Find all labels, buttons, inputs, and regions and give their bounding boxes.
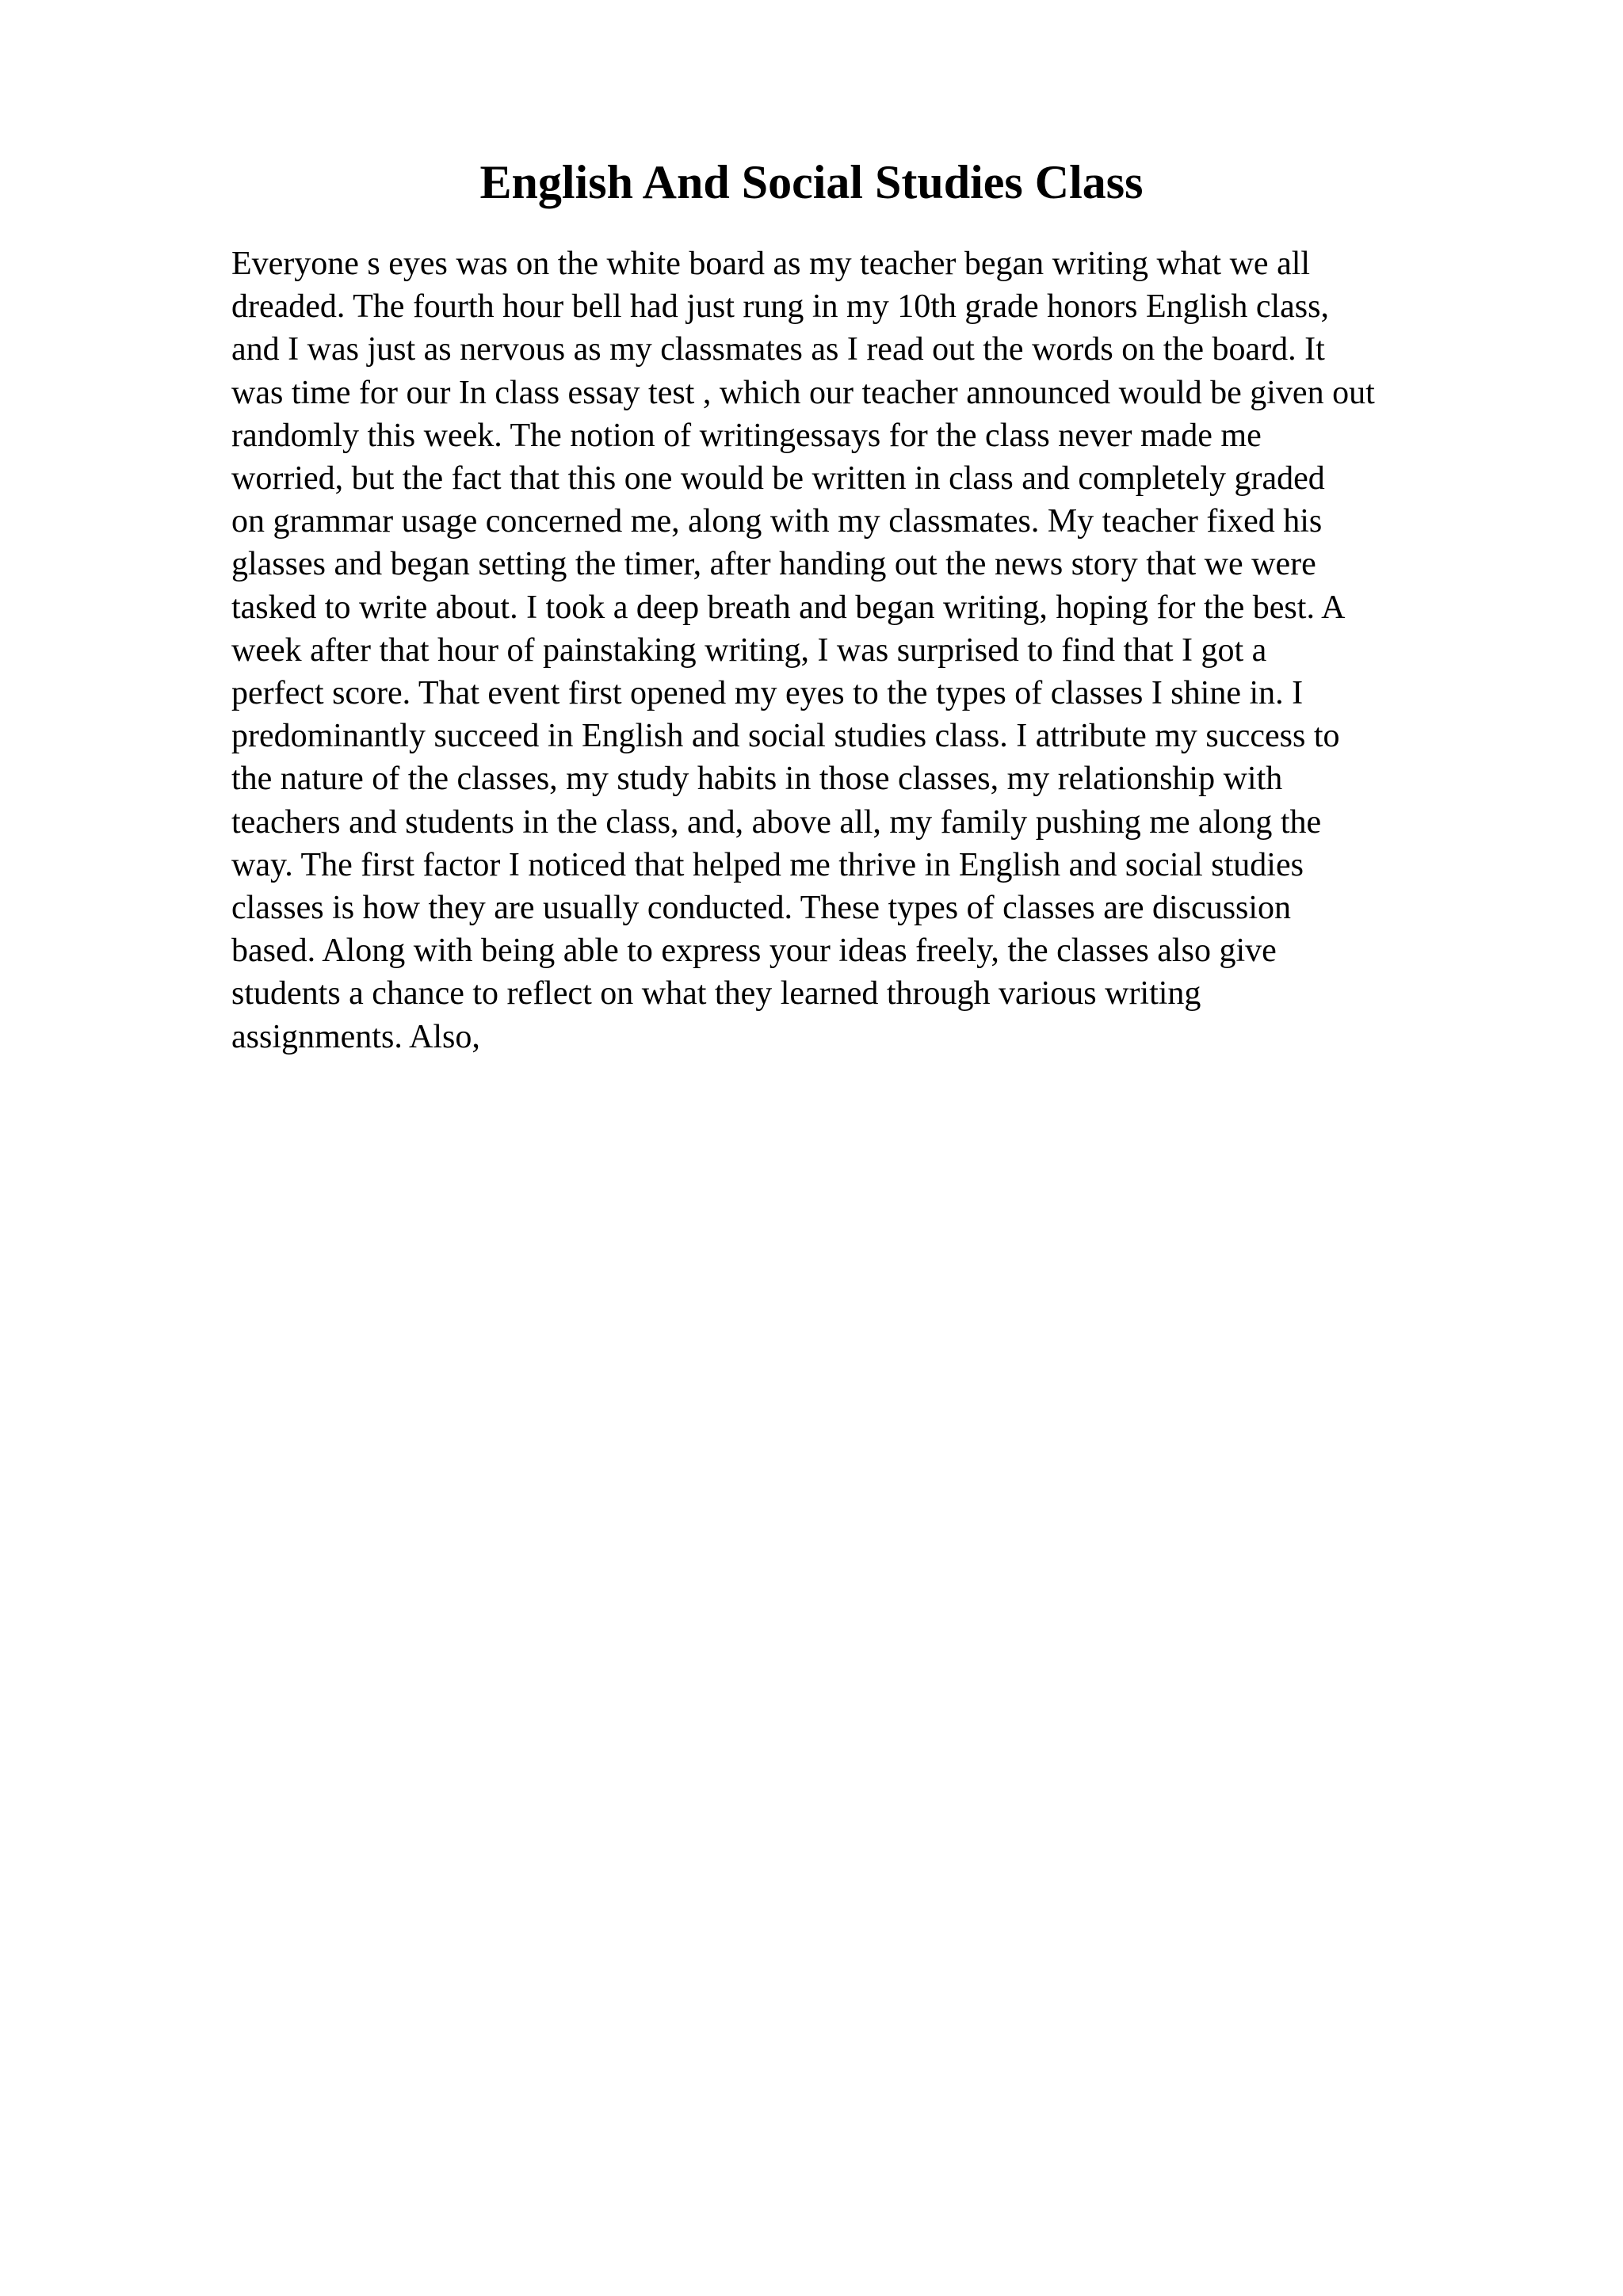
body-line-1: Everyone s eyes was on the white board as my teacher began writing what we all [231,246,1311,282]
body-line-9: tasked to write about. I took a deep breath and began writing, hoping for the best. A [231,589,1346,626]
body-line-7: on grammar usage concerned me, along with my classmates. My teacher fixed his [231,503,1323,540]
body-line-16: classes is how they are usually conducted. These types of classes are discussion [231,890,1292,927]
body-line-19: assignments. Also, [231,1018,480,1055]
body-line-18: students a chance to reflect on what they learned through various writing [231,975,1201,1013]
body-line-8: glasses and began setting the timer, after handing out the news story that we were [231,546,1316,583]
document-title: English And Social Studies Class [479,156,1144,208]
document-body [231,242,1594,1058]
body-line-4: was time for our In class essay test , which our teacher announced would be given out [231,374,1375,411]
body-line-10: week after that hour of painstaking writing, I was surprised to find that I got a [231,631,1267,669]
body-line-11: perfect score. That event first opened my eyes to the types of classes I shine in. I [231,675,1304,712]
body-line-13: the nature of the classes, my study habits in those classes, my relationship with [231,761,1283,798]
body-line-5: randomly this week. The notion of writingessays for the class never made me [231,417,1262,454]
body-line-6: worried, but the fact that this one would be written in class and completely graded [231,460,1325,498]
body-line-2: dreaded. The fourth hour bell had just rung in my 10th grade honors English class, [231,288,1329,326]
body-line-15: way. The first factor I noticed that helped me thrive in English and social studies [231,846,1304,883]
body-line-14: teachers and students in the class, and, above all, my family pushing me along the [231,803,1322,841]
body-line-17: based. Along with being able to express your ideas freely, the classes also give [231,933,1277,970]
body-line-12: predominantly succeed in English and social studies class. I attribute my success to [231,718,1340,755]
body-line-3: and I was just as nervous as my classmates as I read out the words on the board. It [231,331,1325,368]
